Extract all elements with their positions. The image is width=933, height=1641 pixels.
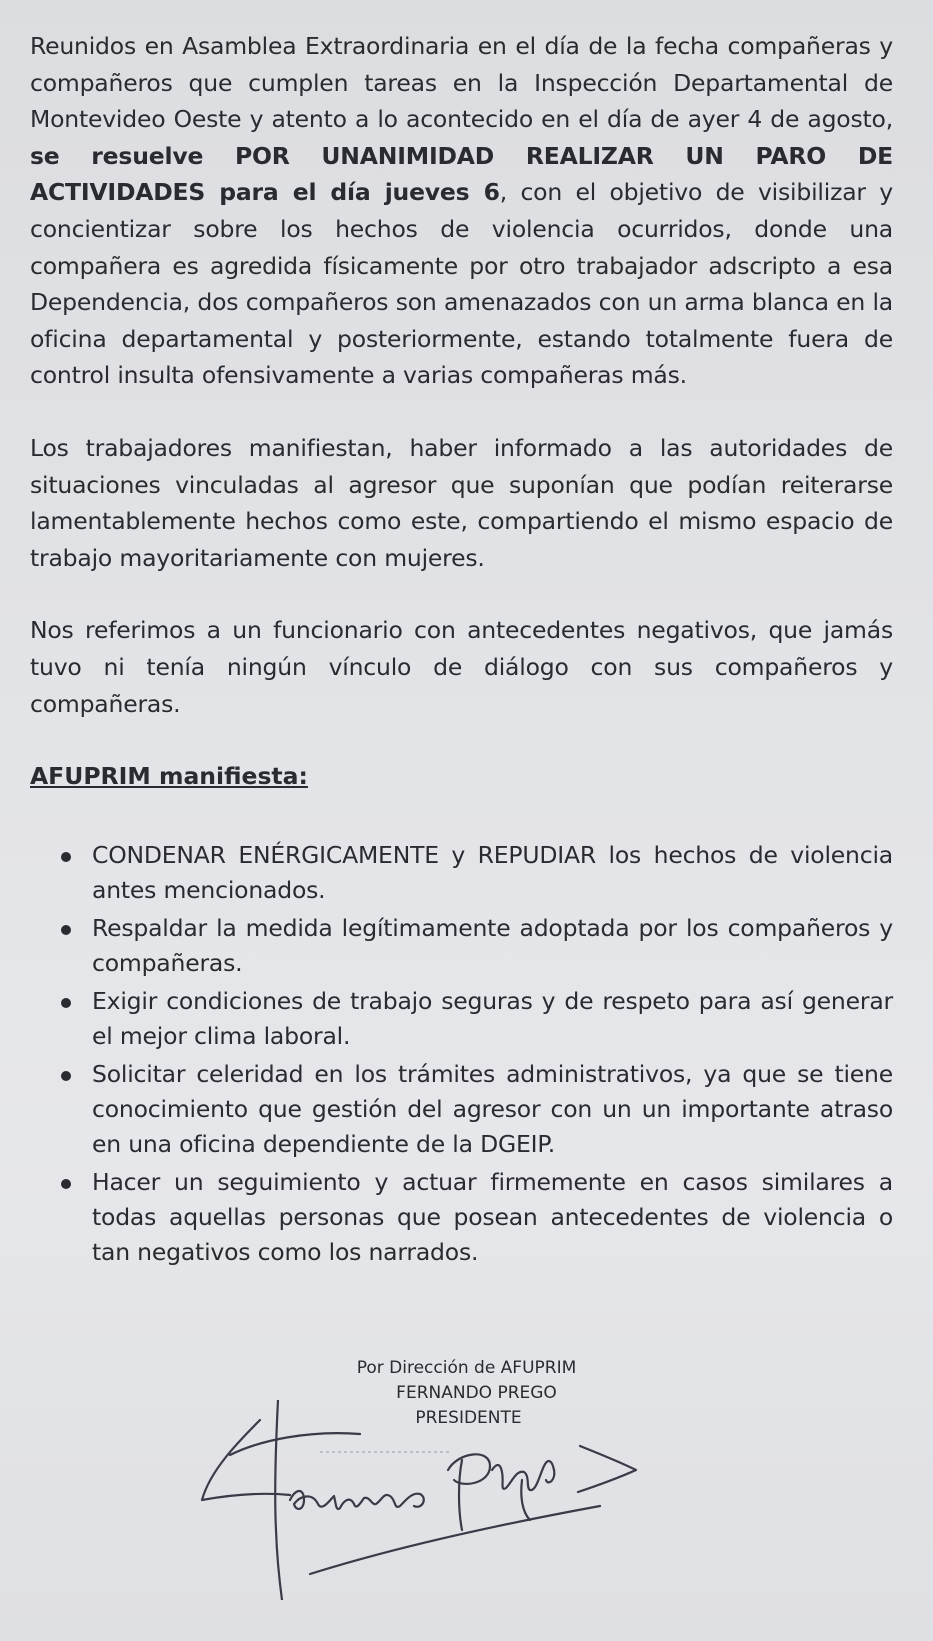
signature-line-title: PRESIDENTE [415,1408,522,1428]
list-item: Solicitar celeridad en los trámites administrativos, ya que se tiene conocimiento que gestión del agresor con un un importante atraso en una oficina dependiente de la DGEIP. [92,1057,893,1162]
list-item: CONDENAR ENÉRGICAMENTE y REPUDIAR los hechos de violencia antes mencionados. [92,838,893,908]
list-item: Respaldar la medida legítimamente adoptada por los compañeros y compañeras. [92,911,893,981]
paragraph-assembly-text-2: , con el objetivo de visibilizar y concientizar sobre los hechos de violencia ocurridos, donde una compañera es agredida físicamente por otro trabajador adscripto a esa Dependencia, dos compañeros son amenazados con un arma blanca en la oficina departamental y posteriormente, estando totalmente fuera de control insulta ofensivamente a varias compañeras más. [30,178,894,390]
resolution-list [30,838,893,1270]
paragraph-assembly-resolution: se resuelve POR UNANIMIDAD REALIZAR UN PARO DE ACTIVIDADES para el día jueves 6 [30,141,893,207]
paragraph-official: Nos referimos a un funcionario con antecedentes negativos, que jamás tuvo ni tenía ningún vínculo de diálogo con sus compañeros y compañeras. [30,616,893,718]
signature-line-name: FERNANDO PREGO [396,1383,557,1403]
paragraph-assembly-text-1: Reunidos en Asamblea Extraordinaria en el día de la fecha compañeras y compañeros que cumplen tareas en la Inspección Departamental de Montevideo Oeste y atento a lo acontecido en el día de ayer 4 de agosto, [30,32,893,134]
paragraph-assembly [30,28,893,394]
list-item: Exigir condiciones de trabajo seguras y de respeto para así generar el mejor clima laboral. [92,984,893,1054]
section-heading: AFUPRIM manifiesta: [30,762,308,791]
list-item: Hacer un seguimiento y actuar firmemente en casos similares a todas aquellas personas que posean antecedentes de violencia o tan negativos como los narrados. [92,1165,893,1270]
paragraph-workers: Los trabajadores manifiestan, haber informado a las autoridades de situaciones vinculadas al agresor que suponían que podían reiterarse lamentablemente hechos como este, compartiendo el mismo espacio de trabajo mayoritariamente con mujeres. [30,433,893,572]
signature-line-direction: Por Dirección de AFUPRIM [356,1358,577,1378]
handwritten-signature-icon [200,1400,660,1600]
